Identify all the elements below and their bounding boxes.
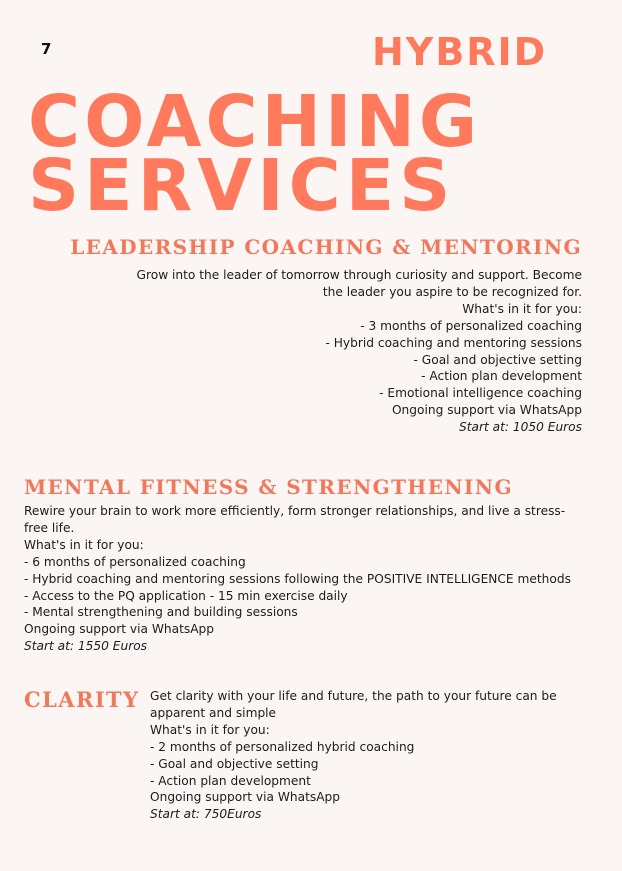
leadership-line: - Action plan development	[421, 369, 582, 384]
clarity-line: - 2 months of personalized hybrid coaching	[150, 739, 415, 754]
clarity-line: - Goal and objective setting	[150, 756, 319, 771]
mental-fitness-line: Ongoing support via WhatsApp	[24, 622, 215, 637]
leadership-line: the leader you aspire to be recognized for.	[322, 284, 582, 299]
leadership-line: - 3 months of personalized coaching	[360, 318, 582, 333]
hybrid-label: HYBRID	[372, 30, 548, 74]
clarity-line: Get clarity with your life and future, the path to your future can be	[150, 689, 557, 703]
clarity-heading: CLARITY	[24, 687, 140, 712]
mental-fitness-line: - Hybrid coaching and mentoring sessions following the POSITIVE INTELLIGENCE methods	[24, 571, 571, 586]
mental-fitness-line: What's in it for you:	[24, 537, 144, 552]
title-services: SERVICES	[28, 144, 456, 227]
leadership-price: Start at: 1050 Euros	[458, 420, 582, 435]
leadership-line: Grow into the leader of tomorrow through curiosity and support. Become	[136, 268, 582, 282]
clarity-description	[150, 688, 570, 823]
leadership-line: What's in it for you:	[462, 301, 582, 316]
leadership-line: - Hybrid coaching and mentoring sessions	[325, 335, 582, 350]
mental-fitness-description	[24, 503, 584, 655]
mental-fitness-line: Rewire your brain to work more efficiently, form stronger relationships, and live a stress-	[24, 504, 566, 518]
mental-fitness-heading: MENTAL FITNESS & STRENGTHENING	[24, 475, 513, 499]
clarity-line: apparent and simple	[150, 705, 277, 720]
leadership-heading: LEADERSHIP COACHING & MENTORING	[70, 235, 582, 259]
clarity-price: Start at: 750Euros	[150, 807, 262, 822]
clarity-line: Ongoing support via WhatsApp	[150, 790, 341, 805]
clarity-line: - Action plan development	[150, 773, 311, 788]
mental-fitness-line: - Access to the PQ application - 15 min exercise daily	[24, 588, 348, 603]
clarity-line: What's in it for you:	[150, 722, 270, 737]
mental-fitness-line: free life.	[24, 520, 75, 535]
leadership-description	[82, 267, 582, 436]
leadership-line: - Goal and objective setting	[413, 352, 582, 367]
page-number: 7	[41, 40, 52, 58]
leadership-line: - Emotional intelligence coaching	[379, 386, 582, 401]
title-coaching: COACHING	[28, 80, 482, 163]
leadership-line: Ongoing support via WhatsApp	[391, 403, 582, 418]
mental-fitness-line: - 6 months of personalized coaching	[24, 554, 246, 569]
mental-fitness-price: Start at: 1550 Euros	[24, 639, 148, 654]
mental-fitness-line: - Mental strengthening and building sessions	[24, 605, 298, 620]
